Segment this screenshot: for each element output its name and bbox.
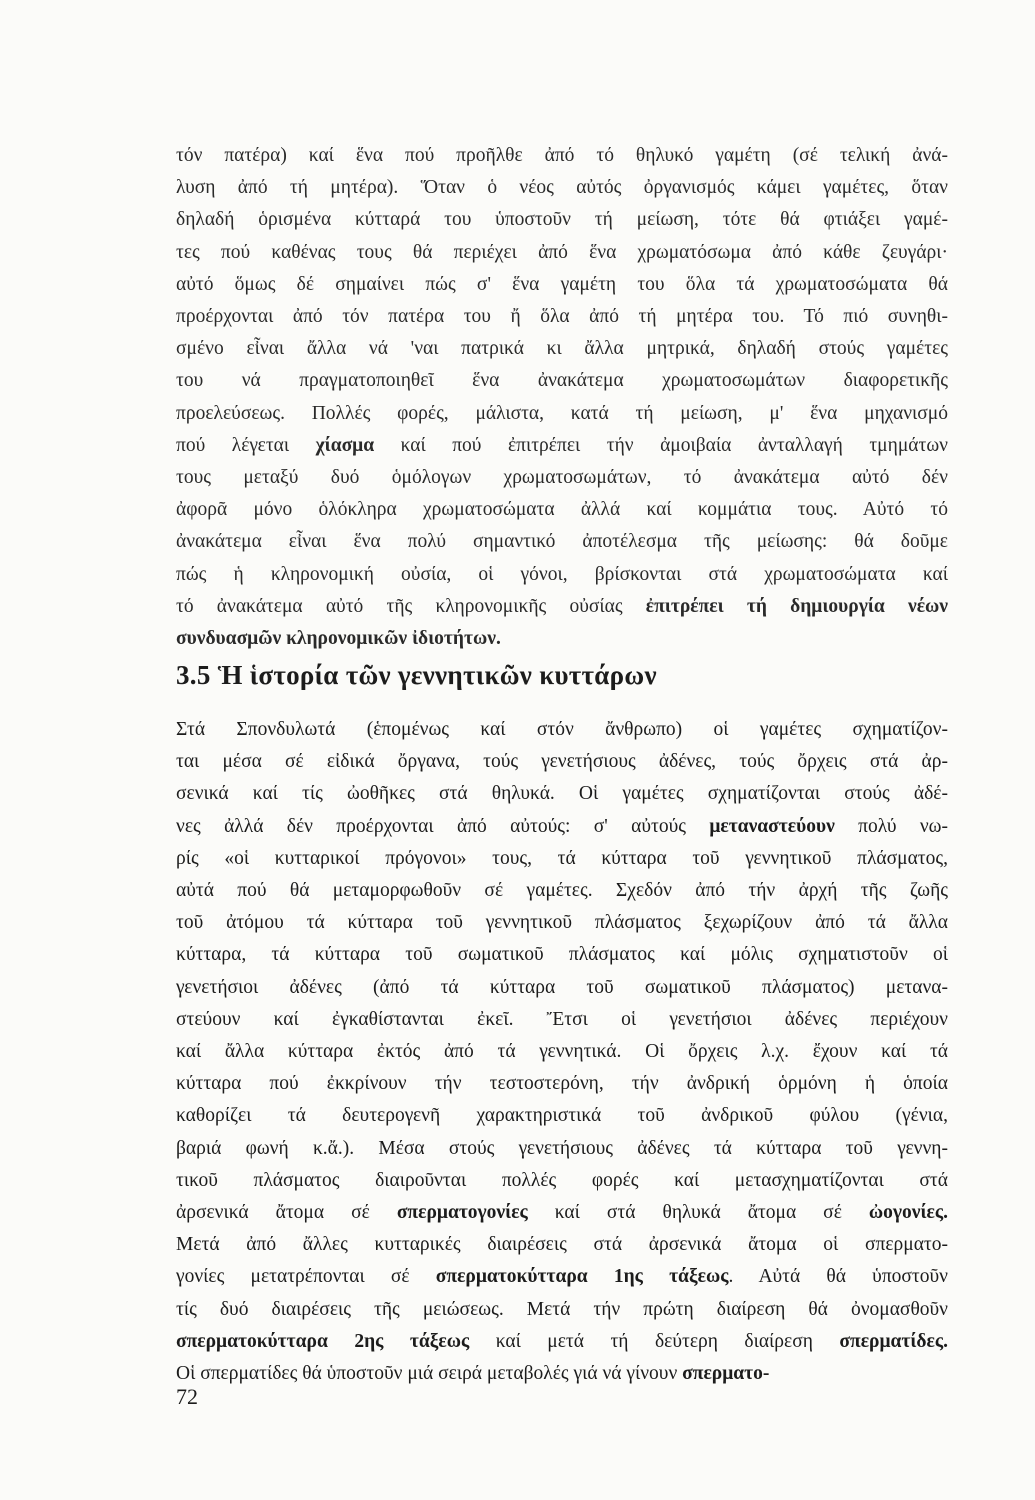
text-run: τικοῦ πλάσματος διαιροῦνται πολλές φορές καί μετασχηματίζονται στά <box>176 1169 948 1191</box>
text-run: Στά Σπονδυλωτά (ἑπομένως καί στόν ἄνθρωπο) οἱ γαμέτες σχηματίζον- <box>176 719 948 740</box>
bold-term: σπερματογονίες <box>396 1202 528 1224</box>
text-run: γενετήσιοι ἀδένες (ἀπό τά κύτταρα τοῦ σωματικοῦ πλάσματος) μετανα- <box>176 976 948 998</box>
text-run: ἀρσενικά ἄτομα σέ <box>176 1202 397 1224</box>
bold-term: σπερματο- <box>682 1363 770 1385</box>
text-line <box>176 907 948 939</box>
text-run: τό ἀνακάτεμα αὐτό τῆς κληρονομικῆς οὐσίας <box>176 595 646 617</box>
text-line <box>176 875 948 907</box>
text-line <box>176 1004 948 1036</box>
section-heading: 3.5 Ἡ ἱστορία τῶν γεννητικῶν κυττάρων <box>176 660 657 690</box>
bold-term: ἐπιτρέπει τή δημιουργία νέων <box>645 595 948 617</box>
text-run: Οἱ σπερματίδες θά ὑποστοῦν μιά σειρά μεταβολές γιά νά γίνουν <box>176 1363 683 1385</box>
bold-term: χίασμα <box>315 434 375 456</box>
text-run: γονίες μετατρέπονται σέ <box>176 1266 436 1288</box>
text-run: βαριά φωνή κ.ἄ.). Μέσα στούς γενετήσιους ἀδένες τά κύτταρα τοῦ γεννη- <box>176 1137 948 1159</box>
text-run: τες πού καθένας τους θά περιέχει ἀπό ἕνα χρωματόσωμα ἀπό κάθε ζευγάρι· <box>176 241 948 263</box>
paragraph-section-3-5 <box>176 714 948 1390</box>
text-line <box>176 430 948 462</box>
text-line <box>176 462 948 494</box>
bold-term: συνδυασμῶν κληρονομικῶν ἰδιοτήτων. <box>176 628 501 650</box>
bold-term: μεταναστεύουν <box>709 815 835 837</box>
text-run: νες ἀλλά δέν προέρχονται ἀπό αὐτούς: σ' αὐτούς <box>176 815 710 837</box>
text-line <box>176 1197 948 1229</box>
text-run: τόν πατέρα) καί ἕνα πού προῆλθε ἀπό τό θηλυκό γαμέτη (σέ τελική ἀνά- <box>176 145 948 166</box>
text-line <box>176 559 948 591</box>
text-line <box>176 237 948 269</box>
text-line <box>176 1229 948 1261</box>
text-run: αὐτά πού θά μεταμορφωθοῦν σέ γαμέτες. Σχεδόν ἀπό τήν ἀρχή τῆς ζωῆς <box>176 880 948 902</box>
text-line <box>176 1068 948 1100</box>
text-line <box>176 1294 948 1326</box>
text-line <box>176 204 948 236</box>
text-run: ἀφορᾶ μόνο ὁλόκληρα χρωματοσώματα ἀλλά καί κομμάτια τους. Αὐτό τό <box>176 499 948 521</box>
bold-term: σπερματοκύτταρα 2ης τάξεως <box>176 1330 470 1352</box>
text-line <box>176 1100 948 1132</box>
text-line <box>176 1358 948 1390</box>
text-run: προέρχονται ἀπό τόν πατέρα του ἤ ὅλα ἀπό τή μητέρα του. Τό πιό συνηθι- <box>176 306 948 328</box>
text-run: δηλαδή ὁρισμένα κύτταρά του ὑποστοῦν τή μείωση, τότε θά φτιάξει γαμέ- <box>176 209 948 231</box>
text-line <box>176 398 948 430</box>
text-line <box>176 591 948 623</box>
text-line <box>176 1165 948 1197</box>
bold-term: σπερματοκύτταρα 1ης τάξεως <box>435 1266 729 1288</box>
text-line <box>176 972 948 1004</box>
text-run: στεύουν καί ἐγκαθίστανται ἐκεῖ. Ἔτσι οἱ γενετήσιοι ἀδένες περιέχουν <box>176 1008 948 1030</box>
text-line <box>176 1036 948 1068</box>
text-run: τίς δυό διαιρέσεις τῆς μειώσεως. Μετά τήν πρώτη διαίρεση θά ὀνομασθοῦν <box>176 1298 948 1320</box>
text-run: καί μετά τή δεύτερη διαίρεση <box>469 1330 840 1352</box>
text-run: πώς ἡ κληρονομική οὐσία, οἱ γόνοι, βρίσκονται στά χρωματοσώματα καί <box>176 563 948 585</box>
text-line <box>176 1326 948 1358</box>
bold-term: ὠογονίες. <box>868 1202 948 1224</box>
paragraph-continued <box>176 140 948 655</box>
text-run: ἀνακάτεμα εἶναι ἕνα πολύ σημαντικό ἀποτέλεσμα τῆς μείωσης: θά δοῦμε <box>176 531 948 553</box>
text-line <box>176 1261 948 1293</box>
text-line <box>176 778 948 810</box>
text-line <box>176 746 948 778</box>
text-line <box>176 623 948 655</box>
text-line <box>176 301 948 333</box>
text-run: τους μεταξύ δυό ὁμόλογων χρωματοσωμάτων, τό ἀνακάτεμα αὐτό δέν <box>176 467 948 489</box>
page-number: 72 <box>176 1384 198 1409</box>
text-line <box>176 714 948 746</box>
text-run: σενικά καί τίς ὠοθῆκες στά θηλυκά. Οἱ γαμέτες σχηματίζονται στούς ἀδέ- <box>176 783 948 805</box>
text-line <box>176 811 948 843</box>
text-run: ται μέσα σέ εἰδικά ὄργανα, τούς γενετήσιους ἀδένες, τούς ὄρχεις στά ἀρ- <box>176 751 948 773</box>
text-run: . Αὐτά θά ὑποστοῦν <box>728 1266 948 1288</box>
text-line <box>176 365 948 397</box>
text-run: Μετά ἀπό ἄλλες κυτταρικές διαιρέσεις στά ἀρσενικά ἄτομα οἱ σπερματο- <box>176 1234 948 1256</box>
text-run: λυση ἀπό τή μητέρα). Ὅταν ὁ νέος αὐτός ὀργανισμός κάμει γαμέτες, ὅταν <box>176 177 948 199</box>
text-run: πολύ νω- <box>834 815 948 837</box>
text-line <box>176 140 948 172</box>
text-line <box>176 939 948 971</box>
text-run: κύτταρα πού ἐκκρίνουν τήν τεστοστερόνη, τήν ἀνδρική ὁρμόνη ἡ ὁποία <box>176 1073 948 1095</box>
text-run: καί πού ἐπιτρέπει τήν ἀμοιβαία ἀνταλλαγή τμημάτων <box>374 434 948 456</box>
text-run: σμένο εἶναι ἄλλα νά 'ναι πατρικά κι ἄλλα μητρικά, δηλαδή στούς γαμέτες <box>176 338 948 360</box>
text-run: αὐτό ὅμως δέ σημαίνει πώς σ' ἕνα γαμέτη του ὅλα τά χρωματοσώματα θά <box>176 273 948 295</box>
text-line <box>176 333 948 365</box>
text-run: καί στά θηλυκά ἄτομα σέ <box>527 1202 869 1224</box>
text-run: κύτταρα, τά κύτταρα τοῦ σωματικοῦ πλάσματος καί μόλις σχηματιστοῦν οἱ <box>176 944 948 966</box>
text-line <box>176 269 948 301</box>
text-line <box>176 494 948 526</box>
bold-term: σπερματίδες. <box>839 1330 948 1352</box>
text-line <box>176 172 948 204</box>
text-run: καί ἄλλα κύτταρα ἐκτός ἀπό τά γεννητικά. Οἱ ὄρχεις λ.χ. ἔχουν καί τά <box>176 1041 948 1063</box>
text-run: καθορίζει τά δευτερογενῆ χαρακτηριστικά τοῦ ἀνδρικοῦ φύλου (γένια, <box>176 1105 948 1127</box>
text-line <box>176 1133 948 1165</box>
text-run: προελεύσεως. Πολλές φορές, μάλιστα, κατά τή μείωση, μ' ἕνα μηχανισμό <box>176 402 948 424</box>
text-run: πού λέγεται <box>176 434 316 456</box>
text-run: του νά πραγματοποιηθεῖ ἕνα ἀνακάτεμα χρωματοσωμάτων διαφορετικῆς <box>176 370 948 392</box>
text-line <box>176 526 948 558</box>
text-line <box>176 843 948 875</box>
text-run: ρίς «οἱ κυτταρικοί πρόγονοι» τους, τά κύτταρα τοῦ γεννητικοῦ πλάσματος, <box>176 847 948 869</box>
text-run: τοῦ ἀτόμου τά κύτταρα τοῦ γεννητικοῦ πλάσματος ξεχωρίζουν ἀπό τά ἄλλα <box>176 912 948 934</box>
